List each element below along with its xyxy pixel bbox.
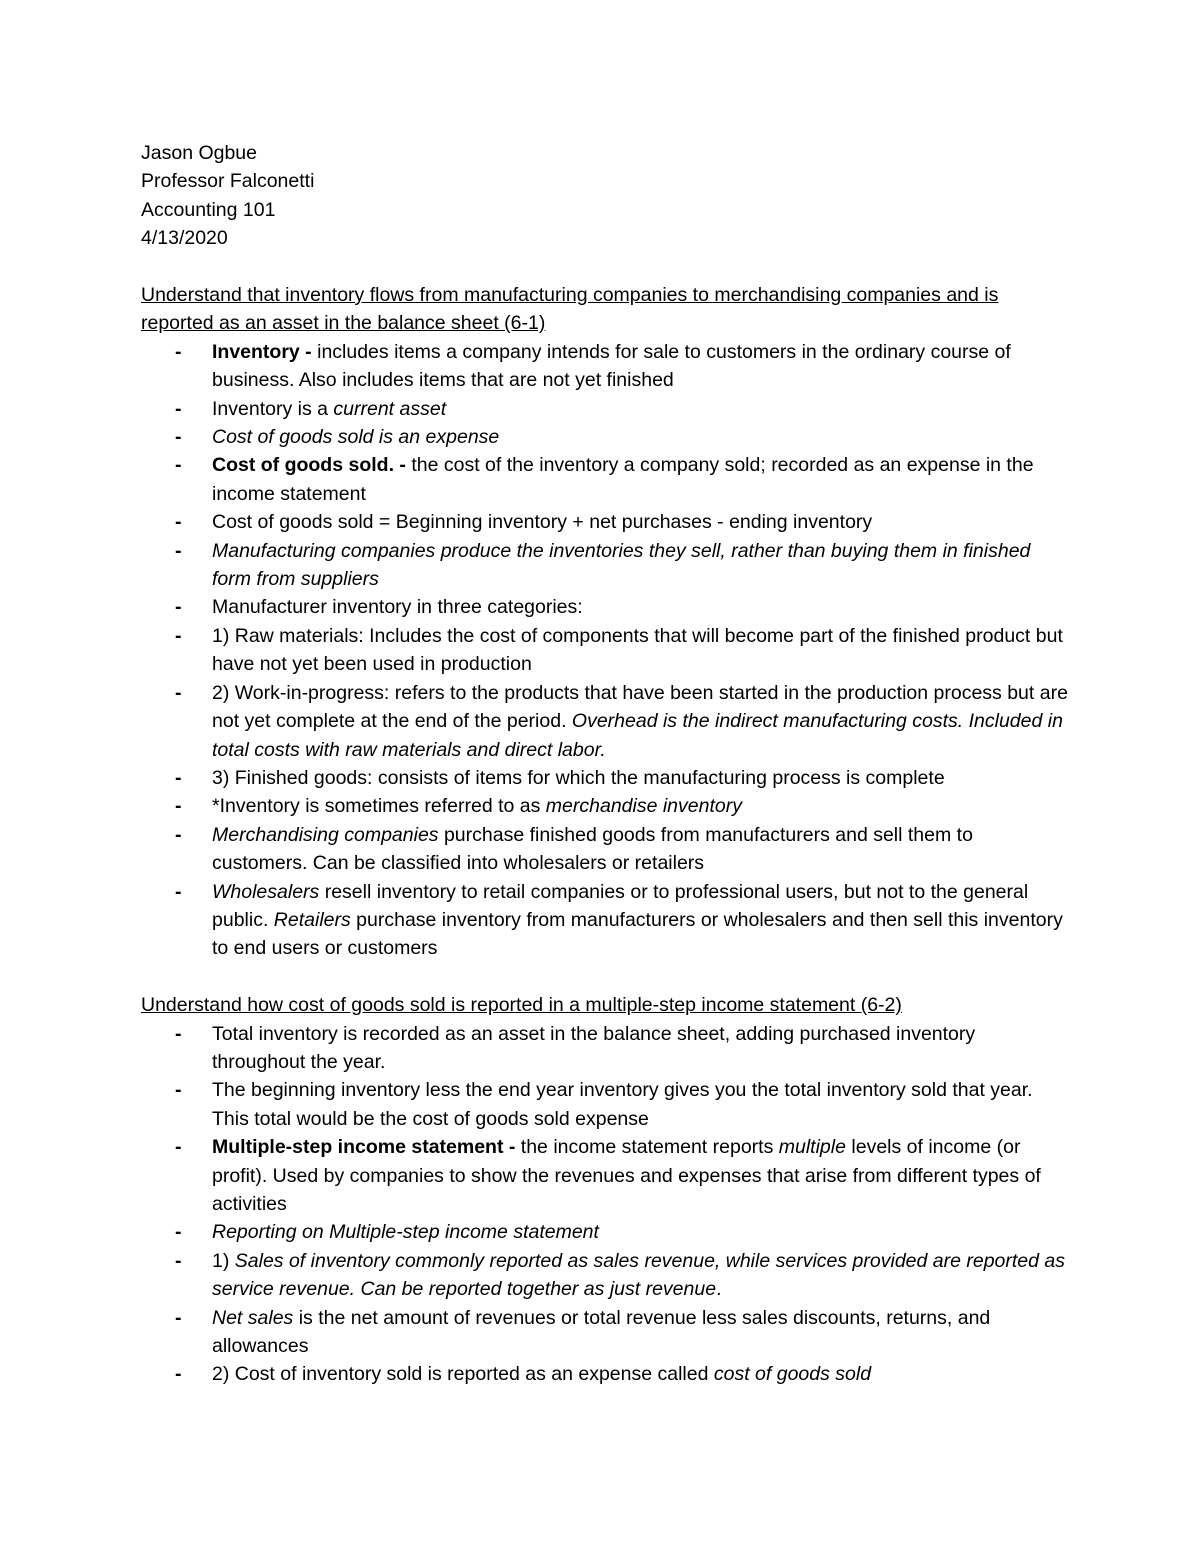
section-title: Understand that inventory flows from manufacturing companies to merchandising companies and is reported as an asset in the balance sheet (6-1)	[141, 284, 999, 335]
bullet-item	[141, 537, 1071, 594]
bullet-marker: -	[175, 823, 182, 846]
bullet-item	[141, 508, 1071, 536]
bullet-marker: -	[175, 426, 182, 449]
bullet-marker: -	[175, 1221, 182, 1244]
document-body	[141, 139, 1071, 1389]
bullet-item	[141, 593, 1071, 621]
bullet-text: The beginning inventory less the end year inventory gives you the total inventory sold that year. This total would be the cost of goods sold expense	[212, 1079, 1033, 1130]
bullet-text: the income statement reports	[520, 1136, 779, 1159]
bullet-marker: -	[175, 624, 182, 647]
course-name: Accounting 101	[141, 198, 276, 221]
bullet-marker: -	[175, 1249, 182, 1272]
bullet-marker: -	[175, 539, 182, 562]
bullet-list	[141, 1020, 1071, 1389]
italic-text: Net sales	[212, 1306, 294, 1329]
bullet-text: Manufacturer inventory in three categories:	[212, 596, 583, 619]
bullet-marker: -	[175, 766, 182, 789]
document-date: 4/13/2020	[141, 227, 228, 250]
bullet-marker: -	[175, 681, 182, 704]
bullet-item	[141, 451, 1071, 508]
bullet-item	[141, 395, 1071, 423]
bullet-text: Inventory is a	[212, 397, 334, 420]
italic-text: Wholesalers	[212, 880, 320, 903]
bullet-marker: -	[175, 511, 182, 534]
bullet-text: the cost of the inventory a company sold; recorded as an expense in the income statement	[212, 454, 1034, 505]
professor-name: Professor Falconetti	[141, 170, 315, 193]
notes-section	[141, 281, 1071, 963]
bullet-item	[141, 1020, 1071, 1077]
italic-text: cost of goods sold	[713, 1363, 872, 1386]
italic-text: Retailers	[273, 908, 351, 931]
notes-section	[141, 991, 1071, 1389]
bullet-item	[141, 792, 1071, 820]
bullet-marker: -	[175, 1363, 182, 1386]
bullet-text: 1) Raw materials: Includes the cost of components that will become part of the finished product but have not yet been used in production	[212, 624, 1063, 676]
bullet-item	[141, 878, 1071, 963]
bullet-text: *Inventory is sometimes referred to as	[212, 795, 546, 818]
bold-term: Inventory -	[212, 340, 318, 363]
bullet-text: Cost of goods sold = Beginning inventory + net purchases - ending inventory	[212, 511, 873, 534]
bullet-marker: -	[175, 454, 182, 477]
italic-text: Reporting on Multiple-step income statement	[212, 1221, 599, 1244]
bold-term: Cost of goods sold. -	[212, 454, 412, 477]
italic-text: multiple	[778, 1136, 846, 1159]
bullet-marker: -	[175, 880, 182, 903]
section-title: Understand how cost of goods sold is reported in a multiple-step income statement (6-2)	[141, 994, 902, 1017]
italic-text: Overhead is the indirect manufacturing costs. Included in total costs with raw materials and direct labor.	[212, 710, 1063, 761]
bullet-item	[141, 679, 1071, 764]
bullet-text: resell inventory to retail companies or to professional users, but not to the general public.	[212, 880, 1029, 931]
italic-text: Sales of inventory commonly reported as sales revenue, while services provided are reported as service revenue. Can be reported together as just revenue	[212, 1249, 1066, 1301]
bullet-text: .	[716, 1278, 722, 1301]
student-name: Jason Ogbue	[141, 142, 258, 164]
italic-text: Manufacturing companies produce the inventories they sell, rather than buying them in finished form from suppliers	[212, 539, 1031, 591]
bullet-text: 2) Work-in-progress: refers to the products that have been started in the production process but are not yet complete at the end of the period.	[212, 681, 1068, 733]
bullet-item	[141, 338, 1071, 395]
italic-text: Cost of goods sold is an expense	[212, 426, 500, 449]
bold-term: Multiple-step income statement -	[212, 1136, 521, 1159]
bullet-text: 2) Cost of inventory sold is reported as an expense called	[212, 1363, 714, 1386]
bullet-item	[141, 1076, 1071, 1133]
bullet-item	[141, 1360, 1071, 1388]
bullet-item	[141, 821, 1071, 878]
bullet-text: Total inventory is recorded as an asset in the balance sheet, adding purchased inventory throughout the year.	[212, 1022, 976, 1073]
bullet-item	[141, 423, 1071, 451]
bullet-marker: -	[175, 795, 182, 818]
bullet-item	[141, 622, 1071, 679]
bullet-item	[141, 764, 1071, 792]
bullet-marker: -	[175, 340, 182, 363]
bullet-marker: -	[175, 1079, 182, 1102]
bullet-item	[141, 1218, 1071, 1246]
document-header	[141, 139, 1071, 253]
italic-text: Merchandising companies	[212, 823, 439, 846]
bullet-marker: -	[175, 1306, 182, 1329]
bullet-text: 3) Finished goods: consists of items for which the manufacturing process is complete	[212, 766, 945, 789]
italic-text: merchandise inventory	[545, 795, 742, 818]
bullet-text: purchase finished goods from manufacturers and sell them to customers. Can be classified into wholesalers or retailers	[212, 823, 973, 875]
bullet-marker: -	[175, 1136, 182, 1159]
bullet-item	[141, 1247, 1071, 1304]
bullet-item	[141, 1304, 1071, 1361]
bullet-text: is the net amount of revenues or total revenue less sales discounts, returns, and allowances	[212, 1306, 991, 1358]
bullet-text: purchase inventory from manufacturers or wholesalers and then sell this inventory to end users or customers	[212, 908, 1063, 960]
bullet-text: levels of income (or profit). Used by companies to show the revenues and expenses that arise from different types of activities	[212, 1136, 1041, 1215]
bullet-marker: -	[175, 596, 182, 619]
bullet-item	[141, 1133, 1071, 1218]
bullet-text: includes items a company intends for sale to customers in the ordinary course of business. Also includes items that are not yet finished	[212, 340, 1011, 392]
notes-sections	[141, 281, 1071, 1389]
bullet-text: 1)	[212, 1249, 235, 1272]
bullet-marker: -	[175, 397, 182, 420]
bullet-marker: -	[175, 1022, 182, 1045]
bullet-list	[141, 338, 1071, 963]
italic-text: current asset	[333, 397, 447, 420]
